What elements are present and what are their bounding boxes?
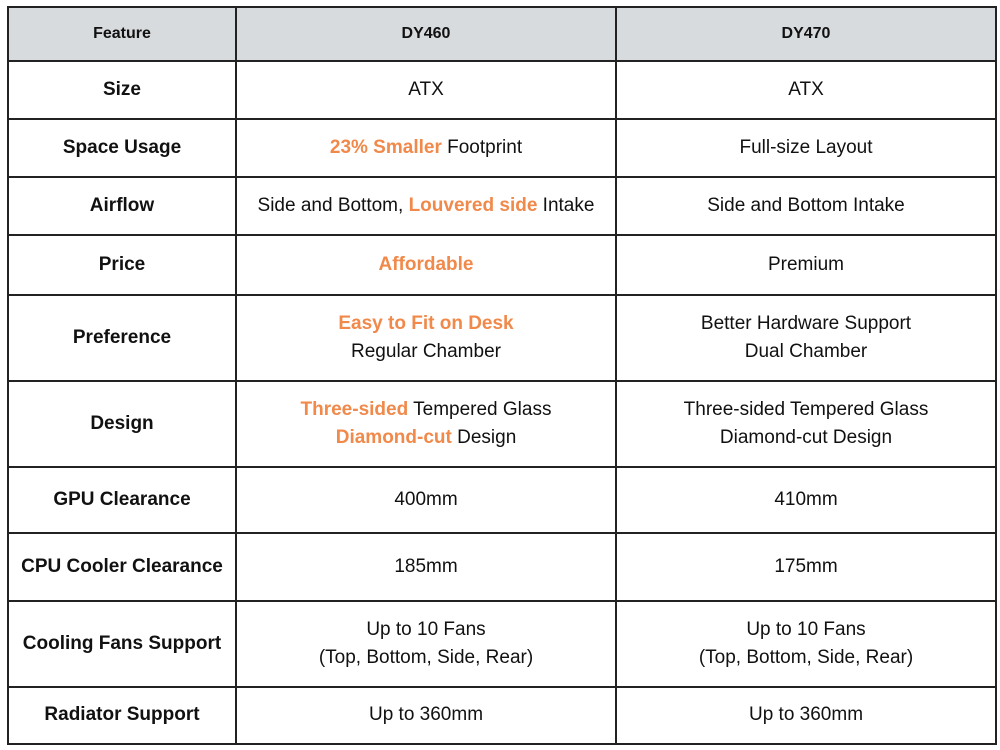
cell-line [243, 251, 609, 279]
highlight-text: Easy to Fit on Desk [338, 312, 514, 334]
cell-line [243, 644, 609, 672]
cell-line [243, 553, 609, 581]
row-label: Space Usage [8, 119, 236, 177]
cell-dy470 [616, 381, 996, 467]
cell-text: Footprint [441, 137, 523, 159]
cell-text: Dual Chamber [744, 340, 868, 362]
cell-dy470 [616, 235, 996, 294]
cell-dy470 [616, 119, 996, 177]
cell-text: Three-sided Tempered Glass [683, 399, 929, 421]
cell-line [243, 396, 609, 424]
cell-dy460 [236, 467, 616, 533]
cell-text: 175mm [774, 555, 838, 577]
cell-text: ATX [788, 79, 824, 101]
cell-line [243, 76, 609, 104]
header-feature: Feature [8, 7, 236, 61]
cell-dy460 [236, 381, 616, 467]
cell-text: (Top, Bottom, Side, Rear) [318, 646, 534, 668]
cell-line [243, 616, 609, 644]
cell-dy460 [236, 119, 616, 177]
table-row [8, 687, 996, 744]
cell-dy460 [236, 533, 616, 600]
table-row [8, 381, 996, 467]
cell-dy470 [616, 61, 996, 119]
cell-dy470 [616, 687, 996, 744]
cell-line [623, 134, 989, 162]
cell-text: Tempered Glass [408, 399, 552, 421]
cell-line [243, 338, 609, 366]
cell-line [623, 486, 989, 514]
cell-text: Premium [767, 254, 844, 276]
row-label: GPU Clearance [8, 467, 236, 533]
cell-text: 185mm [394, 555, 458, 577]
cell-text: Side and Bottom, [257, 195, 409, 217]
cell-dy470 [616, 295, 996, 381]
cell-line [623, 396, 989, 424]
cell-text: (Top, Bottom, Side, Rear) [698, 646, 914, 668]
cell-text: Diamond-cut Design [719, 427, 893, 449]
cell-text: Regular Chamber [351, 340, 501, 362]
cell-line [243, 701, 609, 729]
cell-text: 410mm [774, 489, 838, 511]
header-dy470: DY470 [616, 7, 996, 61]
cell-dy460 [236, 687, 616, 744]
cell-line [243, 310, 609, 338]
cell-line [623, 192, 989, 220]
cell-dy470 [616, 601, 996, 687]
cell-text: Up to 10 Fans [746, 618, 866, 640]
cell-text: Up to 360mm [368, 704, 484, 726]
cell-line [623, 310, 989, 338]
highlight-text: Three-sided [300, 399, 409, 421]
row-label: Design [8, 381, 236, 467]
cell-line [623, 76, 989, 104]
row-label: Size [8, 61, 236, 119]
header-dy460: DY460 [236, 7, 616, 61]
table-row [8, 467, 996, 533]
cell-line [243, 134, 609, 162]
cell-line [623, 644, 989, 672]
cell-text: Design [451, 427, 517, 449]
cell-line [243, 192, 609, 220]
cell-line [623, 701, 989, 729]
cell-text: ATX [408, 79, 444, 101]
highlight-text: Diamond-cut [335, 427, 452, 449]
row-label: Preference [8, 295, 236, 381]
cell-text: Full-size Layout [739, 137, 873, 159]
cell-line [623, 424, 989, 452]
cell-line [623, 338, 989, 366]
cell-text: Up to 360mm [748, 704, 864, 726]
row-label: Price [8, 235, 236, 294]
row-label: CPU Cooler Clearance [8, 533, 236, 600]
highlight-text: Affordable [378, 254, 474, 276]
header-row [8, 7, 996, 61]
table-row [8, 119, 996, 177]
cell-dy460 [236, 61, 616, 119]
comparison-table [7, 6, 997, 745]
cell-dy460 [236, 235, 616, 294]
row-label: Cooling Fans Support [8, 601, 236, 687]
cell-text: Intake [537, 195, 595, 217]
highlight-text: 23% Smaller [329, 137, 442, 159]
table-row [8, 533, 996, 600]
cell-text: Better Hardware Support [700, 312, 912, 334]
table-row [8, 177, 996, 235]
table-row [8, 235, 996, 294]
cell-line [623, 553, 989, 581]
cell-dy460 [236, 177, 616, 235]
cell-dy460 [236, 601, 616, 687]
cell-dy460 [236, 295, 616, 381]
highlight-text: Louvered side [408, 195, 538, 217]
cell-dy470 [616, 467, 996, 533]
cell-line [243, 486, 609, 514]
cell-text: Up to 10 Fans [366, 618, 486, 640]
cell-text: Side and Bottom Intake [707, 195, 905, 217]
table-row [8, 61, 996, 119]
cell-dy470 [616, 177, 996, 235]
table-row [8, 295, 996, 381]
row-label: Radiator Support [8, 687, 236, 744]
table-row [8, 601, 996, 687]
cell-dy470 [616, 533, 996, 600]
row-label: Airflow [8, 177, 236, 235]
cell-text: 400mm [394, 489, 458, 511]
cell-line [243, 424, 609, 452]
cell-line [623, 616, 989, 644]
cell-line [623, 251, 989, 279]
